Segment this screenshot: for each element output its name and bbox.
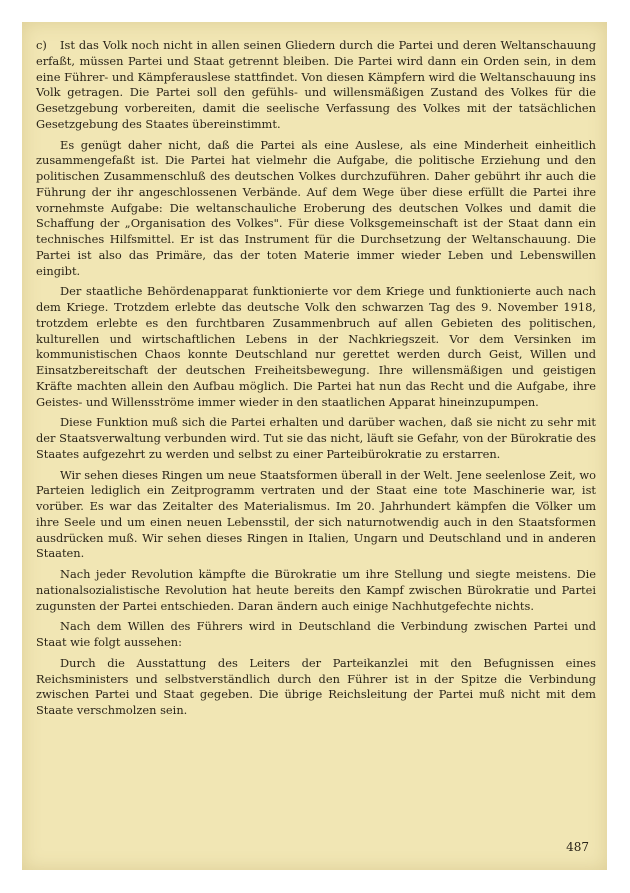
page-text (36, 38, 596, 724)
paragraph-6: Nach jeder Revolution kämpfte die Bürokratie um ihre Stellung und siegte meistens. Die nationalsozialistische Revolution hat heute bereits den Kampf zwischen Bürokratie und Partei zugunsten der Partei entschieden. Daran ändern auch einige Nachhutgefechte nichts. (36, 567, 596, 613)
paragraph-3: Der staatliche Behördenapparat funktionierte vor dem Kriege und funktionierte auch nach dem Kriege. Trotzdem erlebte das deutsche Volk den schwarzen Tag des 9. November 1918, trotzdem erlebte es den furchtbaren Zusammenbruch auf allen Gebieten des politischen, kulturellen und wirtschaftlichen Lebens in der Nachkriegszeit. Vor dem Versinken im kommunistischen Chaos konnte Deutschland nur gerettet werden durch Geist, Willen und Einsatzbereitschaft der deutschen Freiheitsbewegung. Ihre willensmäßigen und geistigen Kräfte machten allein den Aufbau möglich. Die Partei hat nun das Recht und die Aufgabe, ihre Geistes- und Willensströme immer wieder in den staatlichen Apparat hineinzupumpen. (36, 284, 596, 409)
paragraph-1 (36, 38, 596, 133)
paragraph-7: Nach dem Willen des Führers wird in Deutschland die Verbindung zwischen Partei und Staat wie folgt aussehen: (36, 619, 596, 649)
paragraph-1-text: Ist das Volk noch nicht in allen seinen Gliedern durch die Partei und deren Weltanschauung erfaßt, müssen Partei und Staat getrennt bleiben. Die Partei wird dann ein Orden sein, in dem eine Führer- und Kämpferauslese stattfindet. Von diesen Kämpfern wird die Weltanschauung ins Volk getragen. Die Partei soll den gefühls- und willensmäßigen Zustand des Volkes für die Gesetzgebung vorbereiten, damit die seelische Verfassung des Volkes mit der tatsächlichen Gesetzgebung des Staates übereinstimmt. (36, 38, 596, 131)
section-marker: c) (36, 38, 47, 52)
book-page (22, 22, 607, 870)
paragraph-4: Diese Funktion muß sich die Partei erhalten und darüber wachen, daß sie nicht zu sehr mit der Staatsverwaltung verbunden wird. Tut sie das nicht, läuft sie Gefahr, von der Bürokratie des Staates aufgezehrt zu werden und selbst zu einer Parteibürokratie zu erstarren. (36, 415, 596, 461)
page-number: 487 (566, 840, 589, 854)
paragraph-5: Wir sehen dieses Ringen um neue Staatsformen überall in der Welt. Jene seelenlose Zeit, wo Parteien lediglich ein Zeitprogramm vertraten und der Staat eine tote Maschinerie war, ist vorüber. Es war das Zeitalter des Materialismus. Im 20. Jahrhundert kämpfen die Völker um ihre Seele und um einen neuen Lebensstil, der sich naturnotwendig auch in den Staatsformen ausdrücken muß. Wir sehen dieses Ringen in Italien, Ungarn und Deutschland und in anderen Staaten. (36, 467, 596, 561)
paragraph-2: Es genügt daher nicht, daß die Partei als eine Auslese, als eine Minderheit einheitlich zusammengefaßt ist. Die Partei hat vielmehr die Aufgabe, die politische Erziehung und den politischen Zusammenschluß des deutschen Volkes durchzuführen. Daher gebührt ihr auch die Führung der ihr angeschlossenen Verbände. Auf dem Wege über diese erfüllt die Partei ihre vornehmste Aufgabe: Die weltanschauliche Eroberung des deutschen Volkes und damit die Schaffung der „Organisation des Volkes". Für diese Volksgemeinschaft ist der Staat dann ein technisches Hilfsmittel. Er ist das Instrument für die Durchsetzung der Weltanschauung. Die Partei ist also das Primäre, das der toten Materie immer wieder Leben und Lebenswillen eingibt. (36, 137, 596, 278)
paragraph-8: Durch die Ausstattung des Leiters der Parteikanzlei mit den Befugnissen eines Reichsministers und selbstverständlich durch den Führer ist in der Spitze die Verbindung zwischen Partei und Staat gegeben. Die übrige Reichsleitung der Partei muß nicht mit dem Staate verschmolzen sein. (36, 655, 596, 717)
